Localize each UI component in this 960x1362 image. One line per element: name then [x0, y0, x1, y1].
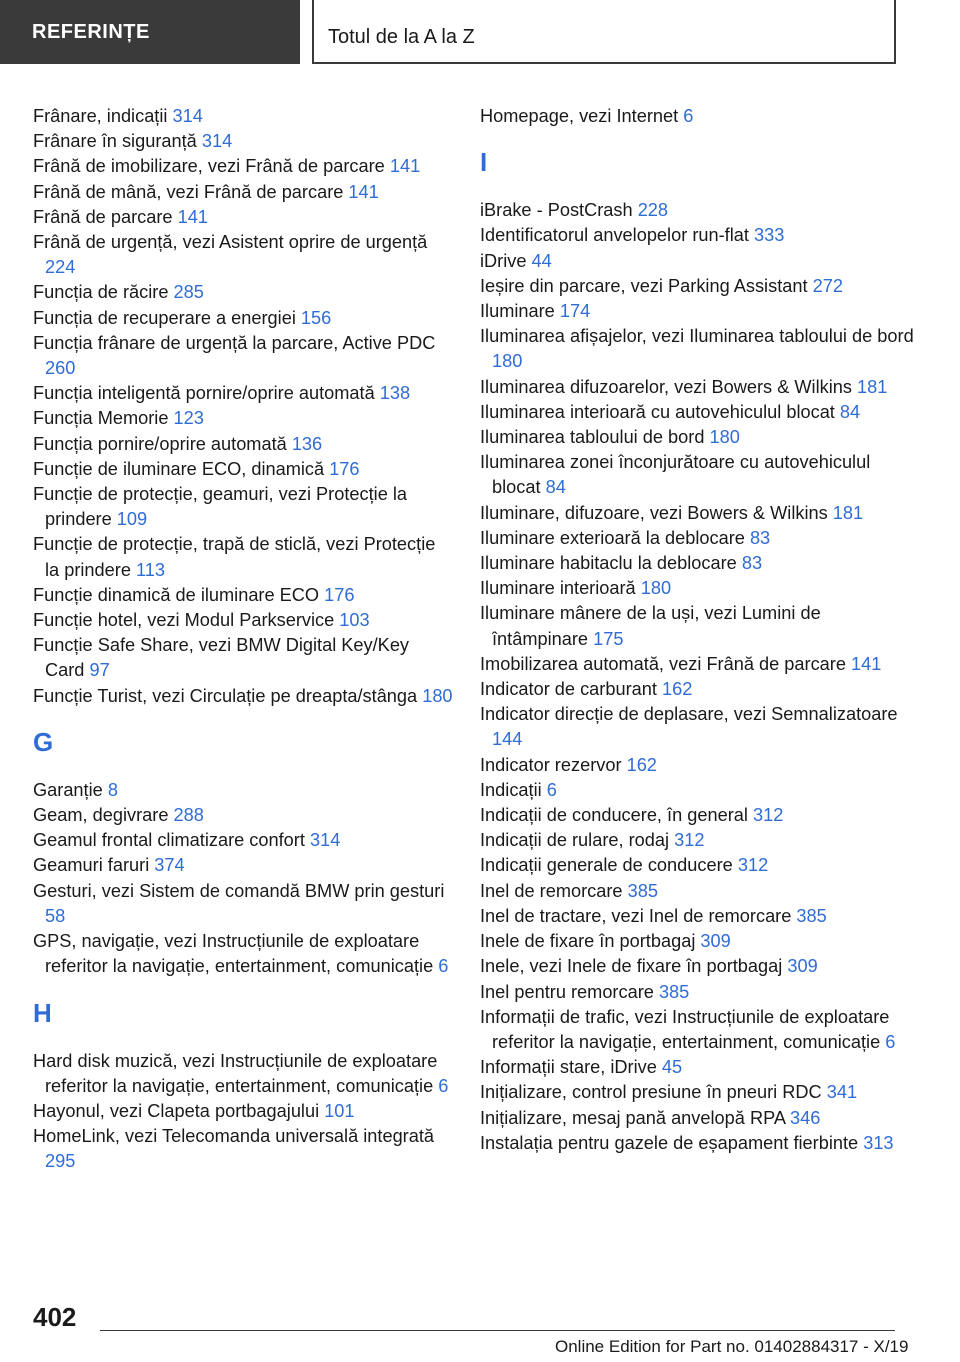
index-term: iBrake - PostCrash	[480, 200, 638, 221]
index-term: Frânare, indicații	[33, 106, 173, 126]
page-reference-link[interactable]: 6	[438, 1075, 449, 1096]
chapter-title: Totul de la A la Z	[328, 26, 475, 48]
index-entry	[33, 432, 453, 457]
index-entry	[33, 381, 453, 406]
index-term: Funcție hotel, vezi Modul Parkservice	[33, 610, 340, 631]
page-reference-link[interactable]: 6	[683, 106, 694, 126]
index-entry	[480, 980, 920, 1005]
page-reference-link[interactable]: 175	[593, 628, 624, 649]
page-reference-link[interactable]: 341	[826, 1082, 858, 1103]
index-letter-heading: G	[33, 726, 54, 757]
index-entry	[480, 929, 920, 954]
index-entry	[480, 904, 920, 929]
index-term: Gesturi, vezi Sistem de comandă BMW prin gesturi	[33, 880, 445, 901]
page-reference-link[interactable]: 83	[741, 553, 763, 574]
index-term: Iluminare, difuzoare, vezi Bowers & Wilkins	[480, 502, 833, 523]
index-term: HomeLink, vezi Telecomanda universală integrată	[33, 1126, 435, 1147]
index-term: GPS, navigație, vezi Instrucțiunile de exploatare referitor la navigație, entertainment, comunicație	[33, 931, 439, 977]
index-term: Iluminarea tabloului de bord	[480, 427, 710, 448]
index-term: Identificatorul anvelopelor run-flat	[480, 225, 754, 246]
page-reference-link[interactable]: 385	[796, 905, 827, 926]
page-header	[0, 0, 960, 66]
index-entry	[480, 853, 920, 878]
footer-divider	[100, 1330, 895, 1331]
index-entry	[480, 601, 920, 651]
page-reference-link[interactable]: 180	[709, 427, 740, 448]
index-term: Indicații de rulare, rodaj	[480, 830, 675, 851]
page-reference-link[interactable]: 385	[658, 981, 690, 1002]
index-term: Informații de trafic, vezi Instrucțiunile de exploatare referitor la navigație, entertainment, comunicație	[480, 1006, 890, 1052]
index-entry	[33, 879, 453, 929]
page-reference-link[interactable]: 123	[173, 408, 204, 429]
page-reference-link[interactable]: 84	[839, 401, 861, 422]
page-reference-link[interactable]: 176	[329, 458, 360, 479]
index-entry	[480, 249, 920, 274]
index-entry	[33, 929, 453, 979]
index-term: Iluminare mânere de la uși, vezi Lumini de întâmpinare	[480, 603, 821, 649]
page-reference-link[interactable]: 6	[438, 956, 449, 977]
page-reference-link[interactable]: 138	[379, 383, 411, 404]
index-entry	[33, 583, 453, 608]
index-entry	[480, 1055, 920, 1080]
index-entry	[480, 652, 920, 677]
index-entry	[480, 450, 920, 500]
index-term: Funcția de răcire	[33, 282, 174, 303]
page-reference-link[interactable]: 141	[851, 653, 882, 674]
page-number: 402	[33, 1302, 77, 1332]
page-reference-link[interactable]: 156	[300, 307, 332, 328]
page-reference-link[interactable]: 58	[45, 905, 66, 926]
index-term: Geamuri faruri	[33, 855, 155, 876]
index-term: Funcția inteligentă pornire/oprire automată	[33, 383, 380, 404]
index-term: Frână de urgență, vezi Asistent oprire de urgență	[33, 232, 428, 253]
index-entry	[33, 129, 453, 154]
page-reference-link[interactable]: 312	[753, 805, 784, 826]
index-entry	[33, 406, 453, 431]
index-term: Funcție de iluminare ECO, dinamică	[33, 458, 330, 479]
index-term: Funcția Memorie	[33, 408, 174, 429]
index-entry	[33, 853, 453, 878]
index-entry	[33, 532, 453, 582]
index-entry	[33, 684, 453, 709]
index-term: Iluminare habitaclu la deblocare	[480, 553, 742, 574]
page-reference-link[interactable]: 181	[857, 376, 888, 397]
index-entry	[480, 1131, 920, 1156]
index-entry	[480, 324, 920, 374]
index-entry	[480, 551, 920, 576]
index-entry	[480, 223, 920, 248]
page-reference-link[interactable]: 84	[545, 477, 566, 498]
index-entry	[33, 803, 453, 828]
index-entry	[480, 677, 920, 702]
index-term: Funcție Safe Share, vezi BMW Digital Key/Key Card	[33, 635, 410, 681]
page-reference-link[interactable]: 180	[640, 578, 672, 599]
index-term: Inele, vezi Inele de fixare în portbagaj	[480, 956, 788, 977]
index-term: Garanție	[33, 779, 108, 800]
index-term: Inel pentru remorcare	[480, 981, 659, 1002]
index-entry	[33, 180, 453, 205]
index-term: Geam, degivrare	[33, 805, 174, 826]
page-reference-link[interactable]: 162	[661, 679, 693, 700]
index-entry	[33, 633, 453, 683]
index-entry	[33, 154, 453, 179]
index-entry	[480, 828, 920, 853]
index-term: Funcția frânare de urgență la parcare, Active PDC	[33, 332, 436, 353]
index-term: Indicații generale de conducere	[480, 855, 738, 876]
index-entry	[33, 828, 453, 853]
page-reference-link[interactable]: 141	[348, 181, 379, 202]
page-reference-link[interactable]: 374	[154, 855, 185, 876]
page-reference-link[interactable]: 285	[173, 282, 204, 303]
page-reference-link[interactable]: 109	[116, 509, 148, 530]
index-entry	[480, 299, 920, 324]
index-term: Frână de parcare	[33, 206, 178, 227]
index-entry	[33, 104, 453, 129]
index-entry	[33, 1049, 453, 1099]
section-label: REFERINȚE	[0, 0, 300, 64]
index-letter-heading: H	[33, 997, 52, 1028]
index-entry	[480, 954, 920, 979]
page-reference-link[interactable]: 180	[492, 351, 523, 372]
page-reference-link[interactable]: 136	[291, 433, 323, 454]
index-term: Funcție Turist, vezi Circulație pe dreapta/stânga	[33, 685, 423, 706]
index-term: Instalația pentru gazele de eșapament fierbinte	[480, 1132, 864, 1153]
index-term: Funcția de recuperare a energiei	[33, 307, 301, 328]
index-entry	[480, 1080, 920, 1105]
index-entry	[480, 400, 920, 425]
index-entry	[33, 230, 453, 280]
page-reference-link[interactable]: 333	[753, 225, 785, 246]
index-entry	[33, 205, 453, 230]
page-reference-link[interactable]: 97	[89, 660, 110, 681]
index-entry	[480, 198, 920, 223]
index-entry	[480, 425, 920, 450]
page-reference-link[interactable]: 288	[173, 805, 204, 826]
index-term: Homepage, vezi Internet	[480, 106, 684, 126]
page-reference-link[interactable]: 103	[339, 610, 370, 631]
page-reference-link[interactable]: 313	[863, 1132, 894, 1153]
page-reference-link[interactable]: 174	[559, 301, 591, 322]
page-reference-link[interactable]: 295	[45, 1151, 76, 1172]
index-term: Iluminarea zonei înconjurătoare cu autovehiculul blocat	[480, 452, 871, 498]
page-reference-link[interactable]: 314	[172, 106, 203, 126]
index-letter-heading: I	[480, 147, 488, 178]
index-entry	[480, 803, 920, 828]
index-term: Inel de tractare, vezi Inel de remorcare	[480, 905, 797, 926]
index-entry	[33, 1099, 453, 1124]
index-term: Imobilizarea automată, vezi Frână de parcare	[480, 653, 852, 674]
page-reference-link[interactable]: 83	[749, 527, 771, 548]
index-term: iDrive	[480, 250, 532, 271]
page-reference-link[interactable]: 272	[812, 275, 843, 296]
index-term: Informații stare, iDrive	[480, 1057, 662, 1078]
index-entry	[33, 306, 453, 331]
index-entry	[33, 608, 453, 633]
index-term: Iluminarea difuzoarelor, vezi Bowers & Wilkins	[480, 376, 858, 397]
page-reference-link[interactable]: 44	[531, 250, 552, 271]
header-title-box	[312, 0, 896, 64]
index-term: Ieșire din parcare, vezi Parking Assistant	[480, 275, 813, 296]
index-term: Indicații	[480, 779, 547, 800]
index-entry	[33, 457, 453, 482]
index-term: Inițializare, mesaj pană anvelopă RPA	[480, 1107, 791, 1128]
index-entry	[480, 778, 920, 803]
index-entry	[33, 280, 453, 305]
page-reference-link[interactable]: 141	[389, 156, 421, 177]
page-reference-link[interactable]: 312	[737, 855, 769, 876]
index-term: Indicator de carburant	[480, 679, 662, 700]
index-term: Funcția pornire/oprire automată	[33, 433, 292, 454]
index-entry	[480, 753, 920, 778]
page-reference-link[interactable]: 8	[107, 779, 118, 800]
page-reference-link[interactable]: 385	[627, 880, 658, 901]
page-reference-link[interactable]: 6	[546, 779, 557, 800]
index-entry	[480, 526, 920, 551]
page-reference-link[interactable]: 312	[674, 830, 705, 851]
index-entry	[480, 375, 920, 400]
index-column-left	[33, 104, 453, 1175]
page-reference-link[interactable]: 228	[637, 200, 669, 221]
index-term: Iluminarea interioară cu autovehiculul blocat	[480, 401, 840, 422]
page-reference-link[interactable]: 314	[309, 830, 341, 851]
index-term: Indicații de conducere, în general	[480, 805, 753, 826]
index-term: Inel de remorcare	[480, 880, 628, 901]
index-entry	[33, 778, 453, 803]
index-column-right	[480, 104, 920, 1156]
page-reference-link[interactable]: 144	[492, 729, 523, 750]
index-entry	[480, 879, 920, 904]
page-reference-link[interactable]: 162	[626, 754, 657, 775]
page-reference-link[interactable]: 346	[790, 1107, 821, 1128]
index-term: Inițializare, control presiune în pneuri RDC	[480, 1082, 827, 1103]
index-entry	[33, 331, 453, 381]
index-entry	[33, 482, 453, 532]
index-term: Frână de mână, vezi Frână de parcare	[33, 181, 349, 202]
page-reference-link[interactable]: 181	[832, 502, 864, 523]
index-term: Funcție dinamică de iluminare ECO	[33, 584, 325, 605]
index-term: Inele de fixare în portbagaj	[480, 931, 701, 952]
index-term: Funcție de protecție, geamuri, vezi Protecție la prindere	[33, 484, 408, 530]
index-term: Indicator direcție de deplasare, vezi Semnalizatoare	[480, 704, 898, 725]
index-term: Geamul frontal climatizare confort	[33, 830, 310, 851]
index-term: Hayonul, vezi Clapeta portbagajului	[33, 1100, 325, 1121]
page-reference-link[interactable]: 260	[45, 358, 76, 379]
page-reference-link[interactable]: 6	[885, 1031, 896, 1052]
page-reference-link[interactable]: 309	[700, 931, 731, 952]
index-term: Iluminare interioară	[480, 578, 641, 599]
page-reference-link[interactable]: 176	[324, 584, 355, 605]
page-reference-link[interactable]: 180	[422, 685, 453, 706]
index-term: Frânare în siguranță	[33, 131, 202, 152]
index-term: Hard disk muzică, vezi Instrucțiunile de exploatare referitor la navigație, entertainment, comunicație	[33, 1050, 439, 1096]
index-entry	[480, 501, 920, 526]
index-entry	[33, 1124, 453, 1174]
index-term: Frână de imobilizare, vezi Frână de parcare	[33, 156, 390, 177]
page-reference-link[interactable]: 309	[787, 956, 818, 977]
index-term: Iluminarea afișajelor, vezi Iluminarea tabloului de bord	[480, 326, 914, 347]
index-entry	[480, 1005, 920, 1055]
index-entry	[480, 274, 920, 299]
index-entry	[480, 1106, 920, 1131]
index-term: Indicator rezervor	[480, 754, 627, 775]
edition-note: Online Edition for Part no. 01402884317 - X/19	[555, 1337, 909, 1356]
index-term: Funcție de protecție, trapă de sticlă, vezi Protecție la prindere	[33, 534, 436, 580]
page-reference-link[interactable]: 101	[324, 1100, 355, 1121]
page-reference-link[interactable]: 45	[661, 1057, 683, 1078]
index-entry	[480, 702, 920, 752]
index-term: Iluminare exterioară la deblocare	[480, 527, 750, 548]
index-entry	[480, 104, 920, 129]
page-reference-link[interactable]: 141	[177, 206, 208, 227]
page-reference-link[interactable]: 224	[45, 257, 76, 278]
page-reference-link[interactable]: 113	[136, 559, 165, 580]
page-reference-link[interactable]: 314	[201, 131, 233, 152]
index-term: Iluminare	[480, 301, 560, 322]
index-entry	[480, 576, 920, 601]
